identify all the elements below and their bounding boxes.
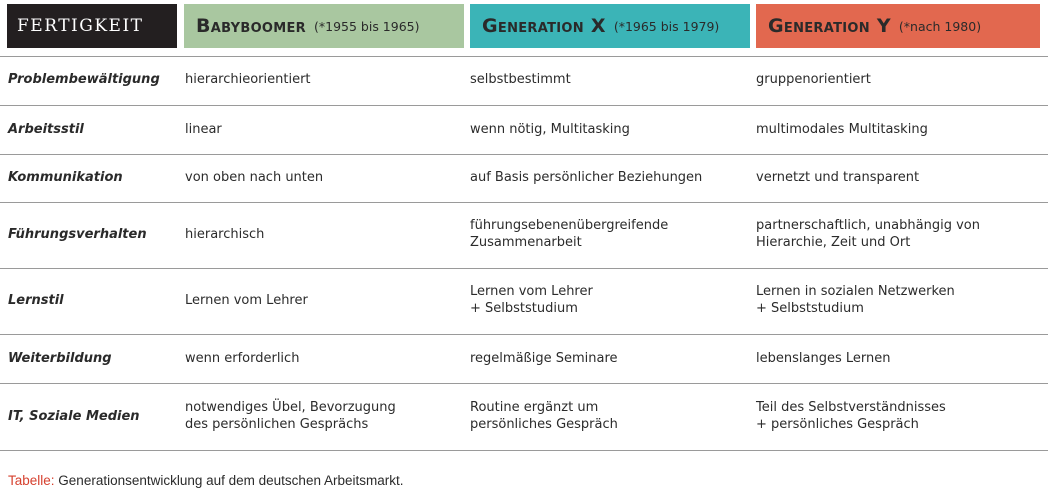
cell-babyboomer (185, 399, 396, 433)
cell-line: + Selbststudium (470, 301, 578, 316)
cell-generation-y (756, 217, 980, 251)
header-skill-cell (7, 4, 177, 48)
cell-generation-x (470, 217, 668, 251)
row-divider (0, 383, 1048, 384)
cell-line: hierarchieorientiert (185, 72, 311, 87)
cell-line: + Selbststudium (756, 301, 864, 316)
cell-line: wenn erforderlich (185, 351, 300, 366)
cell-line: notwendiges Übel, Bevorzugung (185, 400, 396, 415)
cell-line: partnerschaftlich, unabhängig von (756, 218, 980, 233)
cell-line: Teil des Selbstverständnisses (756, 400, 946, 415)
header-babyboomer (184, 4, 464, 48)
cell-line: gruppenorientiert (756, 72, 871, 87)
cell-generation-y (756, 71, 871, 88)
cell-generation-x (470, 283, 593, 317)
cell-line: von oben nach unten (185, 170, 324, 185)
cell-generation-x (470, 399, 618, 433)
cell-generation-y (756, 283, 955, 317)
cell-line: wenn nötig, Multitasking (470, 122, 630, 137)
header-babyboomer-name: Babyboomer (196, 15, 306, 37)
header-generation-y (756, 4, 1040, 48)
cell-babyboomer (185, 292, 308, 309)
header-babyboomer-years: (*1955 bis 1965) (314, 18, 420, 34)
cell-line: linear (185, 122, 222, 137)
row-divider (0, 334, 1048, 335)
cell-line: führungsebenenübergreifende (470, 218, 669, 233)
header-generation-x-name: Generation X (482, 15, 606, 37)
header-generation-x (470, 4, 750, 48)
row-skill-label: Führungsverhalten (8, 227, 147, 242)
header-skill-label: FERTIGKEIT (17, 16, 144, 36)
header-generation-x-years: (*1965 bis 1979) (613, 18, 720, 34)
cell-line: vernetzt und transparent (756, 170, 920, 185)
row-skill-label: Lernstil (8, 293, 64, 308)
row-divider (0, 268, 1048, 269)
cell-babyboomer (185, 169, 323, 186)
cell-babyboomer (185, 226, 264, 243)
cell-line: Hierarchie, Zeit und Ort (756, 235, 911, 250)
cell-generation-x (470, 121, 630, 138)
cell-line: persönliches Gespräch (470, 417, 618, 432)
cell-line: Lernen in sozialen Netzwerken (756, 284, 955, 299)
caption-label: Tabelle: (8, 473, 55, 488)
cell-line: Routine ergänzt um (470, 400, 599, 415)
row-skill-label: IT, Soziale Medien (8, 409, 140, 424)
header-generation-y-years: (*nach 1980) (898, 18, 982, 34)
cell-generation-y (756, 350, 890, 367)
row-skill-label: Kommunikation (8, 170, 123, 185)
cell-generation-y (756, 169, 919, 186)
caption-text: Generationsentwicklung auf dem deutschen Arbeitsmarkt. (54, 473, 404, 488)
cell-generation-x (470, 169, 702, 186)
cell-line: + persönliches Gespräch (756, 417, 919, 432)
cell-generation-y (756, 121, 928, 138)
cell-line: selbstbestimmt (470, 72, 571, 87)
row-divider (0, 450, 1048, 451)
row-divider (0, 154, 1048, 155)
row-skill-label: Arbeitsstil (8, 122, 84, 137)
row-skill-label: Weiterbildung (8, 351, 112, 366)
row-skill-label: Problembewältigung (8, 72, 160, 87)
table-caption (8, 473, 403, 488)
row-divider (0, 56, 1048, 57)
cell-line: hierarchisch (185, 227, 265, 242)
cell-babyboomer (185, 71, 311, 88)
cell-line: Lernen vom Lehrer (185, 293, 308, 308)
cell-line: auf Basis persönlicher Beziehungen (470, 170, 703, 185)
cell-babyboomer (185, 350, 299, 367)
cell-babyboomer (185, 121, 222, 138)
cell-line: Lernen vom Lehrer (470, 284, 593, 299)
cell-line: regelmäßige Seminare (470, 351, 618, 366)
cell-line: Zusammenarbeit (470, 235, 582, 250)
cell-line: des persönlichen Gesprächs (185, 417, 369, 432)
row-divider (0, 105, 1048, 106)
cell-line: multimodales Multitasking (756, 122, 928, 137)
cell-generation-y (756, 399, 946, 433)
cell-line: lebenslanges Lernen (756, 351, 891, 366)
header-generation-y-name: Generation Y (768, 15, 891, 37)
cell-generation-x (470, 71, 571, 88)
row-divider (0, 202, 1048, 203)
cell-generation-x (470, 350, 618, 367)
